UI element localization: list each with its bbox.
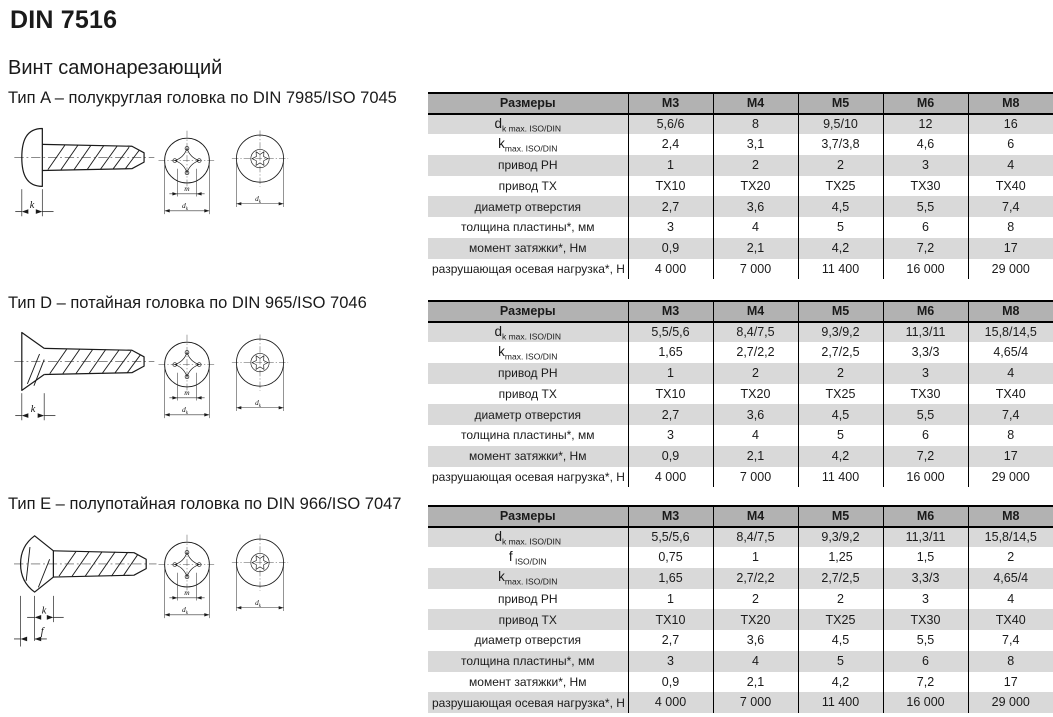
dim-label-f: f: [40, 626, 44, 638]
value-cell: 2,7/2,2: [713, 568, 798, 589]
column-header-sizes: Размеры: [428, 506, 628, 527]
value-cell: 8: [968, 217, 1053, 238]
column-header-m6: M6: [883, 93, 968, 114]
spec-table-type-d: [428, 300, 1053, 487]
value-cell: 0,9: [628, 672, 713, 693]
value-cell: 9,5/10: [798, 114, 883, 135]
value-cell: 15,8/14,5: [968, 322, 1053, 343]
row-label: $k_{max. ISO/DIN}$: [428, 568, 628, 589]
table-row: [428, 384, 1053, 405]
value-cell: 2,7/2,2: [713, 342, 798, 363]
table-row: [428, 217, 1053, 238]
table-header-row: [428, 301, 1053, 322]
section-heading-type-d: Тип D – потайная головка по DIN 965/ISO 7046: [8, 294, 367, 312]
value-cell: 2,1: [713, 446, 798, 467]
dim-label-k: k: [30, 403, 36, 415]
value-cell: 8: [713, 114, 798, 135]
value-cell: 17: [968, 672, 1053, 693]
value-cell: 5,5: [883, 630, 968, 651]
value-cell: 9,3/9,2: [798, 527, 883, 548]
value-cell: 3: [883, 589, 968, 610]
value-cell: 4,5: [798, 196, 883, 217]
drawing-type-e: [12, 524, 352, 664]
value-cell: 1,5: [883, 547, 968, 568]
value-cell: 29 000: [968, 692, 1053, 713]
value-cell: 7,4: [968, 630, 1053, 651]
value-cell: 1: [628, 363, 713, 384]
countersunk-screw-side-view: [14, 326, 164, 438]
value-cell: 4 000: [628, 259, 713, 280]
value-cell: 4,65/4: [968, 342, 1053, 363]
value-cell: TX25: [798, 609, 883, 630]
value-cell: TX30: [883, 609, 968, 630]
value-cell: TX40: [968, 176, 1053, 197]
value-cell: 7,2: [883, 238, 968, 259]
value-cell: 6: [883, 651, 968, 672]
column-header-m3: M3: [628, 301, 713, 322]
value-cell: 5,5: [883, 404, 968, 425]
value-cell: 3,1: [713, 134, 798, 155]
value-cell: 5,6/6: [628, 114, 713, 135]
value-cell: 2: [798, 589, 883, 610]
value-cell: 2: [713, 363, 798, 384]
table-row: [428, 467, 1053, 488]
row-label: толщина пластины*, мм: [461, 220, 595, 235]
column-header-sizes: Размеры: [428, 93, 628, 114]
value-cell: 12: [883, 114, 968, 135]
column-header-m8: M8: [968, 301, 1053, 322]
value-cell: 7 000: [713, 692, 798, 713]
value-cell: TX30: [883, 384, 968, 405]
value-cell: 4,2: [798, 672, 883, 693]
row-label: $d_{k max. ISO/DIN}$: [428, 114, 628, 135]
table-row: [428, 238, 1053, 259]
row-label: привод PH: [428, 363, 628, 384]
value-cell: TX20: [713, 384, 798, 405]
value-cell: 3,6: [713, 196, 798, 217]
value-cell: 2,7: [628, 630, 713, 651]
column-header-m4: M4: [713, 506, 798, 527]
table-row: [428, 651, 1053, 672]
row-label: толщина пластины*, мм: [461, 428, 595, 443]
value-cell: 8,4/7,5: [713, 527, 798, 548]
value-cell: 8: [968, 651, 1053, 672]
column-header-m5: M5: [798, 301, 883, 322]
value-cell: 1,65: [628, 342, 713, 363]
row-label: привод PH: [497, 592, 558, 607]
value-cell: 4 000: [628, 692, 713, 713]
value-cell: 3,6: [713, 404, 798, 425]
row-label: привод TX: [428, 609, 628, 630]
value-cell: 2,7: [628, 196, 713, 217]
table-row: [428, 134, 1053, 155]
value-cell: 3: [883, 363, 968, 384]
table-row: [428, 446, 1053, 467]
value-cell: 11 400: [798, 259, 883, 280]
value-cell: TX25: [798, 176, 883, 197]
value-cell: 6: [883, 217, 968, 238]
row-label: привод TX: [498, 387, 557, 402]
drawing-type-a: [12, 118, 352, 258]
table-row: [428, 589, 1053, 610]
value-cell: 4: [968, 155, 1053, 176]
value-cell: TX10: [628, 176, 713, 197]
row-label: момент затяжки*, Нм: [469, 674, 587, 689]
table-row: [428, 155, 1053, 176]
value-cell: 2: [968, 547, 1053, 568]
value-cell: 3,3/3: [883, 342, 968, 363]
value-cell: 7,2: [883, 672, 968, 693]
column-header-m3: M3: [628, 93, 713, 114]
value-cell: 7,4: [968, 196, 1053, 217]
value-cell: 29 000: [968, 259, 1053, 280]
spec-table-type-e: [428, 505, 1053, 713]
value-cell: TX20: [713, 609, 798, 630]
table-row: [428, 196, 1053, 217]
value-cell: 4,5: [798, 404, 883, 425]
column-header-m4: M4: [713, 93, 798, 114]
column-header-m5: M5: [798, 506, 883, 527]
value-cell: 6: [968, 134, 1053, 155]
value-cell: 8: [968, 425, 1053, 446]
table-row: [428, 114, 1053, 135]
row-label: $d_{k max. ISO/DIN}$: [428, 527, 628, 548]
table-row: [428, 176, 1053, 197]
value-cell: 3: [628, 425, 713, 446]
value-cell: 7,4: [968, 404, 1053, 425]
dim-label-k: k: [29, 199, 35, 211]
value-cell: 7 000: [713, 467, 798, 488]
phillips-top-view: [153, 532, 221, 627]
value-cell: 5: [798, 217, 883, 238]
value-cell: 2,1: [713, 238, 798, 259]
value-cell: 2: [713, 589, 798, 610]
row-label: f $_{ISO/DIN}$: [508, 548, 547, 567]
value-cell: 2,7/2,5: [798, 342, 883, 363]
value-cell: 5,5: [883, 196, 968, 217]
value-cell: 4: [968, 589, 1053, 610]
value-cell: 1: [713, 547, 798, 568]
dim-label-k: k: [41, 605, 47, 617]
row-label: диаметр отверстия: [428, 404, 628, 425]
pan-head-screw-side-view: [14, 122, 164, 234]
value-cell: 9,3/9,2: [798, 322, 883, 343]
table-row: [428, 425, 1053, 446]
table-row: [428, 404, 1053, 425]
value-cell: TX20: [713, 176, 798, 197]
phillips-top-view: [153, 332, 221, 427]
value-cell: 3,7/3,8: [798, 134, 883, 155]
table-row: [428, 609, 1053, 630]
value-cell: 1,25: [798, 547, 883, 568]
value-cell: 1: [628, 155, 713, 176]
value-cell: 11 400: [798, 692, 883, 713]
torx-top-view: [224, 127, 296, 219]
spec-table-type-a: [428, 92, 1053, 279]
value-cell: 0,9: [628, 446, 713, 467]
raised-countersunk-screw-side-view: [14, 528, 164, 658]
row-label: $k_{max. ISO/DIN}$: [498, 343, 558, 362]
value-cell: TX30: [883, 176, 968, 197]
page-title: DIN 7516: [10, 6, 118, 34]
value-cell: 2: [713, 155, 798, 176]
value-cell: 4,6: [883, 134, 968, 155]
table-row: [428, 547, 1053, 568]
row-label: диаметр отверстия: [474, 633, 582, 648]
value-cell: 2: [798, 155, 883, 176]
page-subtitle: Винт самонарезающий: [8, 57, 223, 79]
row-label: $k_{max. ISO/DIN}$: [498, 135, 558, 154]
value-cell: TX40: [968, 609, 1053, 630]
row-label: момент затяжки*, Нм: [428, 446, 628, 467]
table-row: [428, 630, 1053, 651]
value-cell: 4,2: [798, 238, 883, 259]
value-cell: 4,2: [798, 446, 883, 467]
value-cell: 6: [883, 425, 968, 446]
value-cell: TX40: [968, 384, 1053, 405]
value-cell: 1,65: [628, 568, 713, 589]
value-cell: 4: [713, 651, 798, 672]
row-label: разрушающая осевая нагрузка*, Н: [432, 469, 625, 484]
column-header-m4: M4: [713, 301, 798, 322]
value-cell: 17: [968, 446, 1053, 467]
column-header-m6: M6: [883, 506, 968, 527]
value-cell: 0,9: [628, 238, 713, 259]
value-cell: 11,3/11: [883, 527, 968, 548]
row-label: разрушающая осевая нагрузка*, Н: [428, 692, 628, 713]
row-label: момент затяжки*, Нм: [428, 238, 628, 259]
value-cell: 3: [883, 155, 968, 176]
value-cell: 11 400: [798, 467, 883, 488]
column-header-m6: M6: [883, 301, 968, 322]
value-cell: 3: [628, 651, 713, 672]
column-header-m8: M8: [968, 93, 1053, 114]
row-label: $d_{k max. ISO/DIN}$: [428, 322, 628, 343]
torx-top-view: [224, 331, 296, 423]
row-label: толщина пластины*, мм: [428, 651, 628, 672]
column-header-m8: M8: [968, 506, 1053, 527]
value-cell: 16: [968, 114, 1053, 135]
value-cell: TX25: [798, 384, 883, 405]
value-cell: 5,5/5,6: [628, 322, 713, 343]
value-cell: 16 000: [883, 692, 968, 713]
table-row: [428, 672, 1053, 693]
value-cell: 4: [713, 217, 798, 238]
value-cell: 2,7: [628, 404, 713, 425]
value-cell: 16 000: [883, 467, 968, 488]
value-cell: TX10: [628, 384, 713, 405]
value-cell: 7 000: [713, 259, 798, 280]
value-cell: 16 000: [883, 259, 968, 280]
table-header-row: [428, 506, 1053, 527]
value-cell: 2: [798, 363, 883, 384]
column-header-m3: M3: [628, 506, 713, 527]
value-cell: 29 000: [968, 467, 1053, 488]
value-cell: 3: [628, 217, 713, 238]
value-cell: TX10: [628, 609, 713, 630]
section-heading-type-a: Тип A – полукруглая головка по DIN 7985/ISO 7045: [8, 89, 397, 107]
drawing-type-d: [12, 322, 352, 462]
row-label: привод PH: [428, 155, 628, 176]
row-label: диаметр отверстия: [428, 196, 628, 217]
row-label: разрушающая осевая нагрузка*, Н: [432, 261, 625, 276]
value-cell: 4: [713, 425, 798, 446]
torx-top-view: [224, 531, 296, 623]
value-cell: 2,1: [713, 672, 798, 693]
phillips-top-view: [153, 128, 221, 223]
value-cell: 2,7/2,5: [798, 568, 883, 589]
value-cell: 5: [798, 651, 883, 672]
value-cell: 11,3/11: [883, 322, 968, 343]
table-row: [428, 527, 1053, 548]
table-header-row: [428, 93, 1053, 114]
value-cell: 5,5/5,6: [628, 527, 713, 548]
table-row: [428, 363, 1053, 384]
value-cell: 3,3/3: [883, 568, 968, 589]
table-row: [428, 342, 1053, 363]
table-row: [428, 322, 1053, 343]
value-cell: 5: [798, 425, 883, 446]
column-header-m5: M5: [798, 93, 883, 114]
value-cell: 8,4/7,5: [713, 322, 798, 343]
value-cell: 2,4: [628, 134, 713, 155]
value-cell: 4,5: [798, 630, 883, 651]
value-cell: 0,75: [628, 547, 713, 568]
value-cell: 7,2: [883, 446, 968, 467]
section-heading-type-e: Тип E – полупотайная головка по DIN 966/ISO 7047: [8, 495, 402, 513]
value-cell: 4,65/4: [968, 568, 1053, 589]
value-cell: 17: [968, 238, 1053, 259]
value-cell: 3,6: [713, 630, 798, 651]
column-header-sizes: Размеры: [428, 301, 628, 322]
table-row: [428, 259, 1053, 280]
value-cell: 4 000: [628, 467, 713, 488]
row-label: привод TX: [498, 179, 557, 194]
table-row: [428, 568, 1053, 589]
value-cell: 1: [628, 589, 713, 610]
table-row: [428, 692, 1053, 713]
value-cell: 4: [968, 363, 1053, 384]
value-cell: 15,8/14,5: [968, 527, 1053, 548]
